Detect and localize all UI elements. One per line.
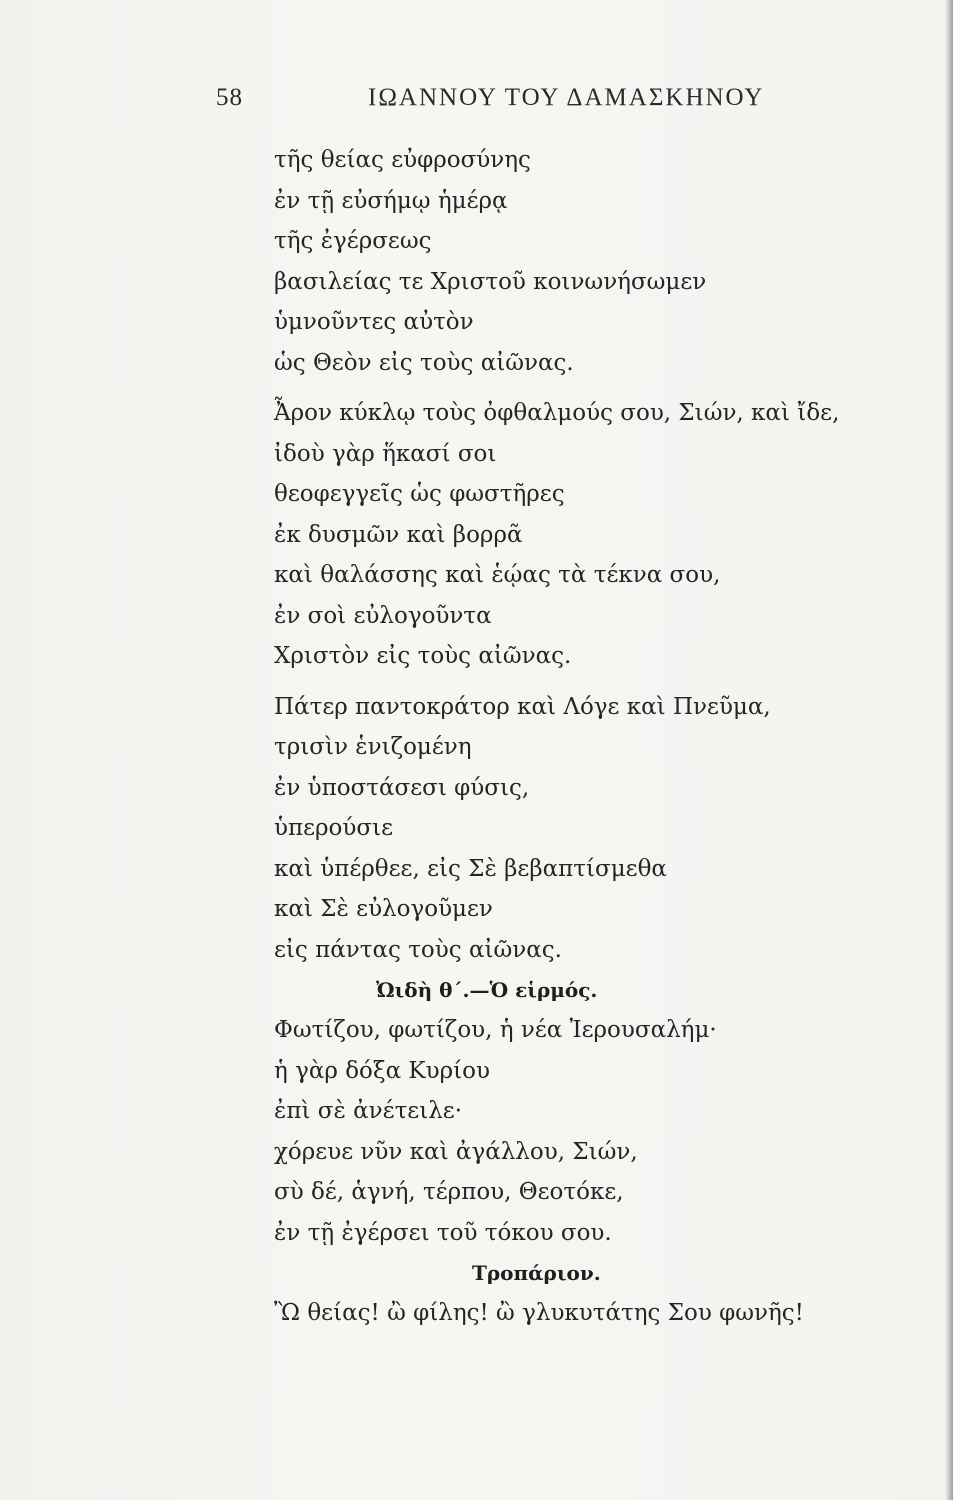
troparion-heading: Τροπάριον. — [472, 1261, 601, 1285]
verse-line: ἡ γὰρ δόξα Κυρίου — [274, 1057, 490, 1084]
verse-line: ὑπερούσιε — [274, 815, 393, 841]
verse-line: ἐν τῇ εὐσήμῳ ἡμέρᾳ — [274, 187, 508, 214]
hymn-text — [274, 140, 934, 1334]
verse-line: τῆς ἐγέρσεως — [274, 228, 432, 254]
verse-line: τῆς θείας εὐφροσύνης — [274, 147, 531, 173]
page-header — [216, 84, 786, 124]
running-title: ΙΩΑΝΝΟΥ ΤΟΥ ΔΑΜΑΣΚΗΝΟΥ — [368, 84, 765, 111]
verse-line: σὺ δέ, ἁγνή, τέρπου, Θεοτόκε, — [274, 1179, 624, 1205]
verse-line: Φωτίζου, φωτίζου, ἡ νέα Ἰερουσαλήμ· — [274, 1017, 717, 1043]
verse-line: ὑμνοῦντες αὐτὸν — [274, 309, 474, 335]
verse-line: βασιλείας τε Χριστοῦ κοινωνήσωμεν — [274, 268, 707, 295]
page-edge-shadow — [945, 0, 953, 1500]
verse-line: ἐκ δυσμῶν καὶ βορρᾶ — [274, 521, 523, 548]
verse-line: Ὢ θείας! ὢ φίλης! ὢ γλυκυτάτης Σου φωνῆς! — [274, 1300, 804, 1326]
stanza-2 — [274, 393, 934, 677]
verse-line: τρισὶν ἑνιζομένη — [274, 734, 472, 760]
verse-line: ἐν ὑποστάσεσι φύσις, — [274, 774, 530, 801]
verse-line: θεοφεγγεῖς ὡς φωστῆρες — [274, 481, 565, 507]
ode-heading: Ὠιδὴ θ΄.—Ὁ εἱρμός. — [376, 978, 598, 1002]
troparion-section — [274, 1253, 934, 1334]
verse-line: Ἆρον κύκλῳ τοὺς ὀφθαλμούς σου, Σιών, καὶ ἴδε, — [274, 400, 840, 426]
verse-line: καὶ θαλάσσης καὶ ἑῴας τὰ τέκνα σου, — [274, 562, 721, 588]
verse-line: χόρευε νῦν καὶ ἀγάλλου, Σιών, — [274, 1138, 638, 1165]
stanza-3 — [274, 687, 934, 971]
verse-line: Πάτερ παντοκράτορ καὶ Λόγε καὶ Πνεῦμα, — [274, 693, 771, 720]
verse-line: ἰδοὺ γὰρ ἥκασί σοι — [274, 440, 497, 467]
verse-line: ἐν σοὶ εὐλογοῦντα — [274, 602, 492, 629]
verse-line: Χριστὸν εἰς τοὺς αἰῶνας. — [274, 643, 572, 669]
page-number: 58 — [216, 84, 243, 111]
stanza-1 — [274, 140, 934, 383]
verse-line: ὡς Θεὸν εἰς τοὺς αἰῶνας. — [274, 349, 574, 376]
ode-section — [274, 970, 934, 1253]
verse-line: καὶ ὑπέρθεε, εἰς Σὲ βεβαπτίσμεθα — [274, 855, 667, 882]
verse-line: εἰς πάντας τοὺς αἰῶνας. — [274, 936, 562, 963]
verse-line: ἐπὶ σὲ ἀνέτειλε· — [274, 1098, 463, 1124]
verse-line: ἐν τῇ ἐγέρσει τοῦ τόκου σου. — [274, 1219, 612, 1246]
verse-line: καὶ Σὲ εὐλογοῦμεν — [274, 896, 493, 922]
